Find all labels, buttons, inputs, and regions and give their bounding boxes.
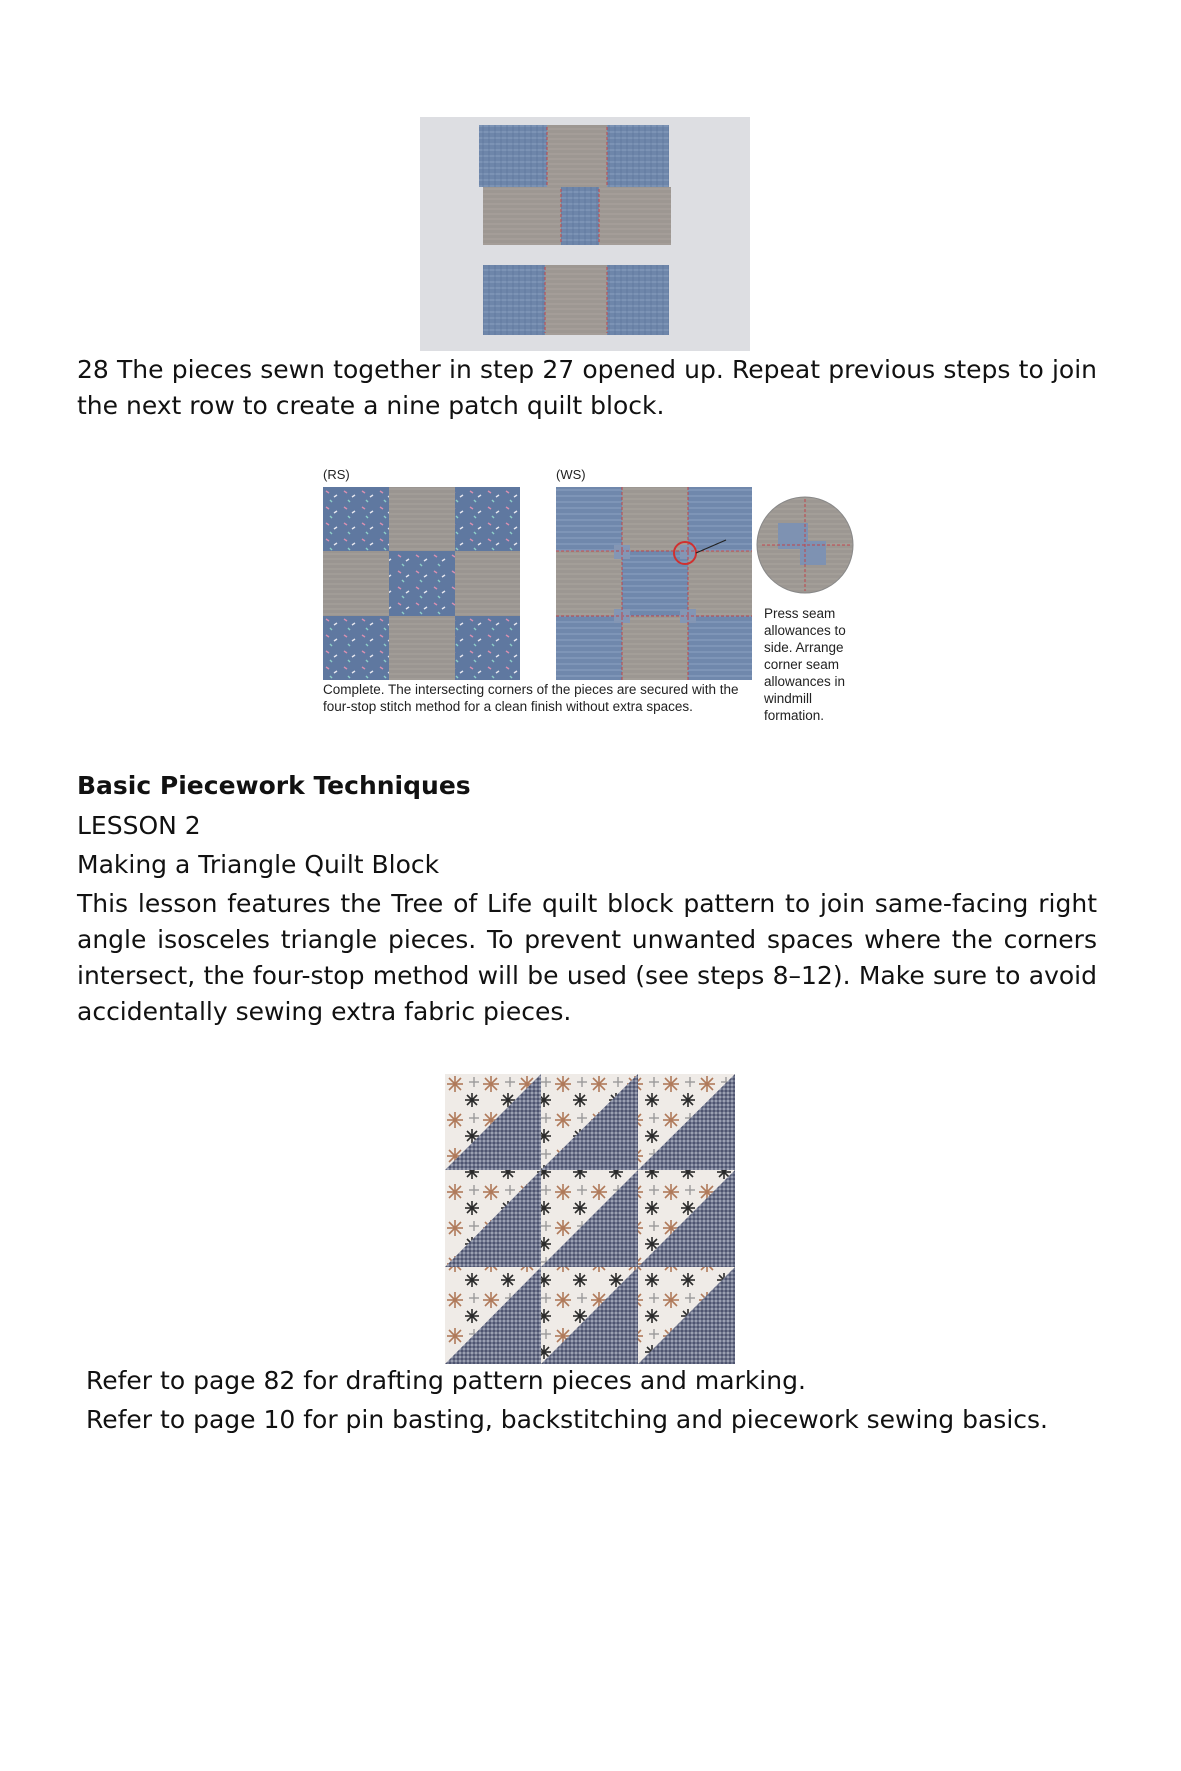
section-heading: Basic Piecework Techniques — [77, 771, 471, 800]
reference-line-2: Refer to page 10 for pin basting, backstitching and piecework sewing basics. — [86, 1405, 1048, 1434]
reference-line-1: Refer to page 82 for drafting pattern pieces and marking. — [86, 1366, 806, 1395]
ws-label: (WS) — [556, 467, 586, 482]
triangle-block-photo — [445, 1074, 735, 1364]
lesson-label: LESSON 2 — [77, 811, 201, 840]
step28-photo — [420, 117, 750, 351]
complete-caption: Complete. The intersecting corners of the pieces are secured with the four-stop stitch method for a clean finish without extra spaces. — [323, 682, 739, 714]
lesson-intro: This lesson features the Tree of Life quilt block pattern to join same-facing right angle isosceles triangle pieces. To prevent unwanted spaces where the corners intersect, the four-stop method will be used (see steps 8–12). Make sure to avoid accidentally sewing extra fabric pieces. — [77, 889, 1097, 1026]
step28-caption: 28 The pieces sewn together in step 27 opened up. Repeat previous steps to join the next row to create a nine patch quilt block. — [77, 355, 1097, 420]
lesson-subtitle: Making a Triangle Quilt Block — [77, 850, 440, 879]
rs-label: (RS) — [323, 467, 350, 482]
press-seam-caption: Press seam allowances to side. Arrange corner seam allowances in windmill formation. — [764, 606, 846, 723]
nine-patch-rs-photo — [323, 487, 520, 680]
